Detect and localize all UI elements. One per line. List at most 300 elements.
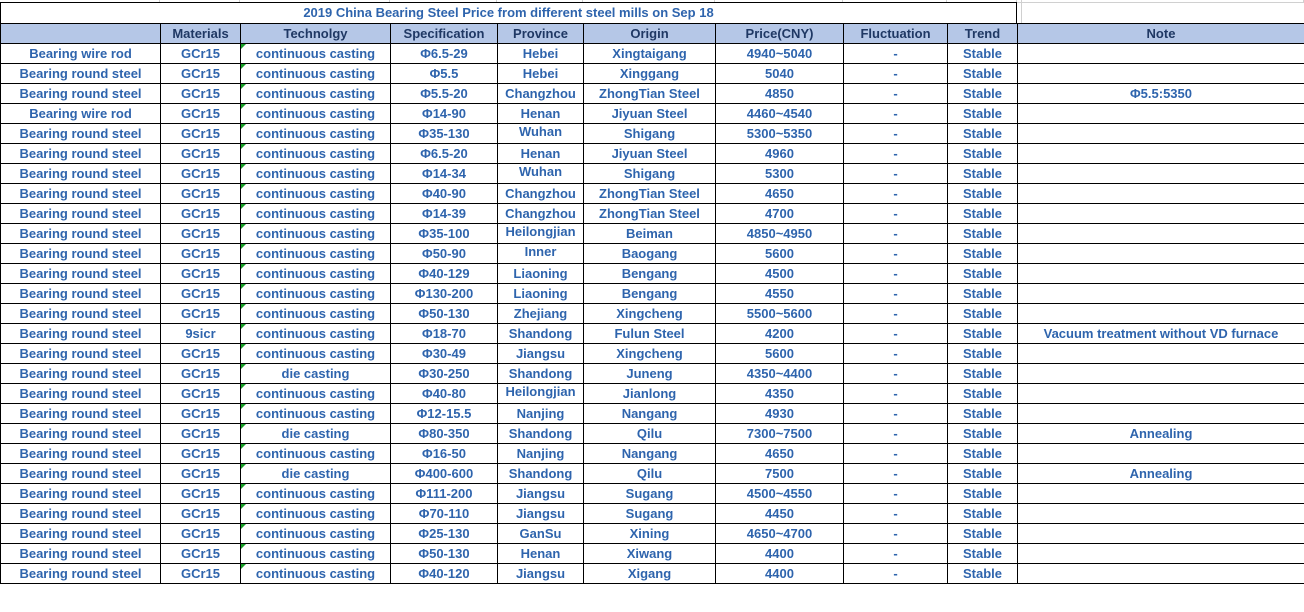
table-cell[interactable]: Hebei <box>498 44 584 64</box>
table-cell[interactable]: GCr15 <box>161 544 241 564</box>
table-cell[interactable]: Stable <box>948 464 1018 484</box>
table-row <box>1 384 1304 404</box>
table-cell[interactable]: Bearing round steel <box>1 484 161 504</box>
table-cell[interactable]: Jiyuan Steel <box>584 104 716 124</box>
table-row <box>1 564 1304 584</box>
table-cell[interactable]: Φ16-50 <box>391 444 498 464</box>
table-cell[interactable]: Qilu <box>584 464 716 484</box>
table-cell[interactable]: GCr15 <box>161 444 241 464</box>
table-cell[interactable]: Bearing round steel <box>1 464 161 484</box>
table-cell[interactable]: Bearing round steel <box>1 164 161 184</box>
table-cell[interactable]: die casting <box>241 424 391 444</box>
table-cell[interactable]: Φ50-90 <box>391 244 498 264</box>
table-cell[interactable]: Φ35-130 <box>391 124 498 144</box>
header-row <box>1 24 1304 44</box>
table-cell[interactable]: Φ14-90 <box>391 104 498 124</box>
table-cell[interactable]: - <box>844 304 948 324</box>
table-cell[interactable]: - <box>844 524 948 544</box>
table-cell[interactable]: continuous casting <box>241 124 391 144</box>
table-cell[interactable]: GCr15 <box>161 424 241 444</box>
table-cell[interactable]: Shandong <box>498 324 584 344</box>
table-cell[interactable]: - <box>844 384 948 404</box>
table-cell[interactable]: Φ40-90 <box>391 184 498 204</box>
table-row <box>1 344 1304 364</box>
table-cell[interactable]: 4930 <box>716 404 844 424</box>
table-cell[interactable]: - <box>844 64 948 84</box>
table-cell[interactable]: - <box>844 224 948 244</box>
table-cell[interactable]: Stable <box>948 444 1018 464</box>
table-cell[interactable]: Stable <box>948 324 1018 344</box>
table-cell[interactable]: Bearing round steel <box>1 284 161 304</box>
table-cell[interactable]: - <box>844 124 948 144</box>
table-cell[interactable]: 4650 <box>716 184 844 204</box>
table-cell[interactable]: GCr15 <box>161 204 241 224</box>
table-cell[interactable]: GCr15 <box>161 184 241 204</box>
table-cell[interactable]: Stable <box>948 484 1018 504</box>
error-indicator-icon <box>241 204 246 209</box>
table-cell[interactable] <box>1018 244 1304 264</box>
table-cell[interactable]: continuous casting <box>241 84 391 104</box>
table-cell[interactable]: - <box>844 464 948 484</box>
table-cell[interactable] <box>1018 564 1304 584</box>
table-cell[interactable]: Xingcheng <box>584 344 716 364</box>
table-cell[interactable]: Φ18-70 <box>391 324 498 344</box>
table-cell[interactable]: 4650~4700 <box>716 524 844 544</box>
table-cell[interactable]: die casting <box>241 364 391 384</box>
table-cell[interactable] <box>1018 364 1304 384</box>
table-cell[interactable] <box>1018 124 1304 144</box>
table-cell[interactable]: GCr15 <box>161 304 241 324</box>
table-cell[interactable]: Wuhan <box>498 124 584 144</box>
table-cell[interactable]: Stable <box>948 384 1018 404</box>
table-cell[interactable]: - <box>844 84 948 104</box>
table-cell[interactable]: Stable <box>948 524 1018 544</box>
table-row <box>1 204 1304 224</box>
table-cell[interactable]: Annealing <box>1018 464 1304 484</box>
table-row <box>1 444 1304 464</box>
price-table <box>0 23 1304 584</box>
table-cell[interactable]: Xingtaigang <box>584 44 716 64</box>
table-cell[interactable]: - <box>844 44 948 64</box>
table-cell[interactable]: Shigang <box>584 164 716 184</box>
table-cell[interactable]: - <box>844 564 948 584</box>
table-cell[interactable]: Changzhou <box>498 204 584 224</box>
table-cell[interactable]: Bengang <box>584 284 716 304</box>
table-cell[interactable]: Stable <box>948 244 1018 264</box>
table-cell[interactable]: 4350~4400 <box>716 364 844 384</box>
table-cell[interactable]: Bearing round steel <box>1 444 161 464</box>
table-cell[interactable]: continuous casting <box>241 44 391 64</box>
table-cell[interactable]: - <box>844 264 948 284</box>
table-cell[interactable]: Annealing <box>1018 424 1304 444</box>
table-row <box>1 544 1304 564</box>
table-cell[interactable]: Stable <box>948 124 1018 144</box>
table-cell[interactable]: - <box>844 104 948 124</box>
table-cell[interactable]: GCr15 <box>161 564 241 584</box>
table-cell[interactable]: Qilu <box>584 424 716 444</box>
table-cell[interactable]: Shandong <box>498 464 584 484</box>
table-cell[interactable]: - <box>844 324 948 344</box>
table-row <box>1 44 1304 64</box>
table-cell[interactable]: Henan <box>498 144 584 164</box>
table-cell[interactable]: 4700 <box>716 204 844 224</box>
table-cell[interactable]: Φ70-110 <box>391 504 498 524</box>
column-header-fluctuation[interactable]: Fluctuation <box>844 24 948 44</box>
table-cell[interactable]: continuous casting <box>241 504 391 524</box>
table-cell[interactable]: continuous casting <box>241 144 391 164</box>
error-indicator-icon <box>241 324 246 329</box>
table-cell[interactable]: Bearing wire rod <box>1 104 161 124</box>
table-cell[interactable]: GCr15 <box>161 164 241 184</box>
table-cell[interactable]: 4500 <box>716 264 844 284</box>
table-cell[interactable]: - <box>844 364 948 384</box>
error-indicator-icon <box>241 424 246 429</box>
table-cell[interactable] <box>1018 284 1304 304</box>
table-cell[interactable]: Shigang <box>584 124 716 144</box>
table-cell[interactable]: Stable <box>948 404 1018 424</box>
table-cell[interactable] <box>1018 64 1304 84</box>
table-cell[interactable]: Stable <box>948 224 1018 244</box>
table-cell[interactable]: Stable <box>948 184 1018 204</box>
table-cell[interactable]: continuous casting <box>241 544 391 564</box>
table-row <box>1 504 1304 524</box>
table-cell[interactable] <box>1018 44 1304 64</box>
table-cell[interactable] <box>1018 304 1304 324</box>
table-cell[interactable]: continuous casting <box>241 564 391 584</box>
table-cell[interactable] <box>1018 404 1304 424</box>
table-cell[interactable]: GanSu <box>498 524 584 544</box>
table-cell[interactable]: Stable <box>948 64 1018 84</box>
table-cell[interactable]: die casting <box>241 464 391 484</box>
table-cell[interactable]: 5300 <box>716 164 844 184</box>
table-cell[interactable] <box>1018 144 1304 164</box>
table-cell[interactable]: Φ30-49 <box>391 344 498 364</box>
table-cell[interactable]: Φ111-200 <box>391 484 498 504</box>
column-header-origin[interactable]: Origin <box>584 24 716 44</box>
table-cell[interactable]: Jiangsu <box>498 484 584 504</box>
table-cell[interactable] <box>1018 384 1304 404</box>
table-cell[interactable]: - <box>844 164 948 184</box>
table-cell[interactable]: 5600 <box>716 344 844 364</box>
table-cell[interactable]: continuous casting <box>241 64 391 84</box>
table-cell[interactable]: Φ5.5:5350 <box>1018 84 1304 104</box>
table-cell[interactable]: Bearing round steel <box>1 304 161 324</box>
table-cell[interactable]: Nanjing <box>498 404 584 424</box>
table-cell[interactable] <box>1018 204 1304 224</box>
table-cell[interactable]: Changzhou <box>498 84 584 104</box>
table-cell[interactable]: Bearing round steel <box>1 404 161 424</box>
table-cell[interactable]: Bearing round steel <box>1 384 161 404</box>
column-header-blank[interactable] <box>1 24 161 44</box>
table-cell[interactable]: Sugang <box>584 504 716 524</box>
table-cell[interactable]: ZhongTian Steel <box>584 184 716 204</box>
table-cell[interactable]: continuous casting <box>241 244 391 264</box>
table-cell[interactable]: Bengang <box>584 264 716 284</box>
table-cell[interactable]: Heilongjian <box>498 224 584 244</box>
table-cell[interactable]: Bearing round steel <box>1 264 161 284</box>
table-row <box>1 244 1304 264</box>
table-cell[interactable]: - <box>844 444 948 464</box>
table-cell[interactable]: Stable <box>948 544 1018 564</box>
table-cell[interactable]: Hebei <box>498 64 584 84</box>
table-title-cell[interactable]: 2019 China Bearing Steel Price from different steel mills on Sep 18 <box>0 2 1017 24</box>
column-header-specification[interactable]: Specification <box>391 24 498 44</box>
table-cell[interactable]: - <box>844 504 948 524</box>
table-cell[interactable]: GCr15 <box>161 144 241 164</box>
table-cell[interactable]: continuous casting <box>241 204 391 224</box>
table-cell[interactable]: Wuhan <box>498 164 584 184</box>
table-cell[interactable]: - <box>844 484 948 504</box>
table-cell[interactable]: 4400 <box>716 564 844 584</box>
table-cell[interactable]: GCr15 <box>161 284 241 304</box>
table-cell[interactable]: continuous casting <box>241 264 391 284</box>
table-cell[interactable]: Bearing round steel <box>1 564 161 584</box>
table-cell[interactable]: continuous casting <box>241 404 391 424</box>
table-cell[interactable] <box>1018 104 1304 124</box>
table-cell[interactable]: Bearing round steel <box>1 344 161 364</box>
table-cell[interactable]: Φ40-129 <box>391 264 498 284</box>
table-cell[interactable]: Stable <box>948 264 1018 284</box>
table-cell[interactable]: Bearing round steel <box>1 124 161 144</box>
table-cell[interactable]: Φ50-130 <box>391 304 498 324</box>
table-cell[interactable]: Jiangsu <box>498 564 584 584</box>
table-cell[interactable]: - <box>844 344 948 364</box>
table-cell[interactable]: Bearing round steel <box>1 544 161 564</box>
table-cell[interactable]: GCr15 <box>161 84 241 104</box>
table-cell[interactable]: 5600 <box>716 244 844 264</box>
table-cell[interactable]: GCr15 <box>161 224 241 244</box>
table-cell[interactable]: Jianlong <box>584 384 716 404</box>
table-cell[interactable] <box>1018 224 1304 244</box>
table-cell[interactable]: Bearing round steel <box>1 504 161 524</box>
table-cell[interactable]: Beiman <box>584 224 716 244</box>
table-cell[interactable]: Φ35-100 <box>391 224 498 244</box>
table-cell[interactable]: Stable <box>948 204 1018 224</box>
table-cell[interactable]: - <box>844 284 948 304</box>
table-cell[interactable] <box>1018 344 1304 364</box>
table-cell[interactable]: GCr15 <box>161 464 241 484</box>
table-cell[interactable]: continuous casting <box>241 384 391 404</box>
table-cell[interactable]: 4350 <box>716 384 844 404</box>
table-cell[interactable]: Φ50-130 <box>391 544 498 564</box>
table-cell[interactable]: 4450 <box>716 504 844 524</box>
table-cell[interactable]: Stable <box>948 364 1018 384</box>
table-cell[interactable]: Φ25-130 <box>391 524 498 544</box>
table-cell[interactable]: Jiangsu <box>498 504 584 524</box>
table-cell[interactable]: ZhongTian Steel <box>584 84 716 104</box>
table-cell[interactable]: 4460~4540 <box>716 104 844 124</box>
table-cell[interactable] <box>1018 264 1304 284</box>
table-cell[interactable]: Sugang <box>584 484 716 504</box>
table-cell[interactable]: GCr15 <box>161 44 241 64</box>
table-cell[interactable]: Stable <box>948 164 1018 184</box>
table-cell[interactable]: GCr15 <box>161 104 241 124</box>
table-cell[interactable]: Nangang <box>584 444 716 464</box>
table-cell[interactable]: Stable <box>948 424 1018 444</box>
table-cell[interactable]: Xinggang <box>584 64 716 84</box>
table-cell[interactable]: Xining <box>584 524 716 544</box>
table-cell[interactable]: Φ40-120 <box>391 564 498 584</box>
column-header-technolgy[interactable]: Technolgy <box>241 24 391 44</box>
table-cell[interactable]: 4500~4550 <box>716 484 844 504</box>
table-cell[interactable]: 4960 <box>716 144 844 164</box>
table-cell[interactable]: - <box>844 144 948 164</box>
table-cell[interactable]: Jiyuan Steel <box>584 144 716 164</box>
table-cell[interactable]: - <box>844 544 948 564</box>
column-header-province[interactable]: Province <box>498 24 584 44</box>
table-cell[interactable] <box>1018 544 1304 564</box>
table-cell[interactable]: GCr15 <box>161 64 241 84</box>
table-cell[interactable]: Φ12-15.5 <box>391 404 498 424</box>
table-cell[interactable]: continuous casting <box>241 484 391 504</box>
table-cell[interactable]: 4850 <box>716 84 844 104</box>
table-cell[interactable]: Stable <box>948 144 1018 164</box>
table-cell[interactable]: 5500~5600 <box>716 304 844 324</box>
table-cell[interactable]: 4650 <box>716 444 844 464</box>
table-cell[interactable]: - <box>844 184 948 204</box>
table-cell[interactable]: Bearing round steel <box>1 144 161 164</box>
table-cell[interactable]: Φ5.5 <box>391 64 498 84</box>
table-cell[interactable]: continuous casting <box>241 344 391 364</box>
table-cell[interactable]: Baogang <box>584 244 716 264</box>
table-cell[interactable]: Vacuum treatment without VD furnace <box>1018 324 1304 344</box>
table-cell[interactable]: 4940~5040 <box>716 44 844 64</box>
column-header-note[interactable]: Note <box>1018 24 1304 44</box>
table-cell[interactable]: Stable <box>948 84 1018 104</box>
table-cell[interactable]: Xingcheng <box>584 304 716 324</box>
table-cell[interactable]: continuous casting <box>241 164 391 184</box>
error-indicator-icon <box>241 304 246 309</box>
table-cell[interactable]: Henan <box>498 104 584 124</box>
table-cell[interactable]: 7500 <box>716 464 844 484</box>
table-cell[interactable]: 4400 <box>716 544 844 564</box>
error-indicator-icon <box>241 484 246 489</box>
table-cell[interactable]: Nanjing <box>498 444 584 464</box>
table-cell[interactable]: Jiangsu <box>498 344 584 364</box>
table-cell[interactable]: continuous casting <box>241 284 391 304</box>
table-cell[interactable]: Shandong <box>498 424 584 444</box>
table-cell[interactable]: Bearing round steel <box>1 524 161 544</box>
table-cell[interactable]: Changzhou <box>498 184 584 204</box>
table-cell[interactable]: 4850~4950 <box>716 224 844 244</box>
table-cell[interactable]: - <box>844 424 948 444</box>
table-cell[interactable]: Φ5.5-20 <box>391 84 498 104</box>
table-cell[interactable]: Stable <box>948 284 1018 304</box>
table-cell[interactable]: Bearing round steel <box>1 244 161 264</box>
table-cell[interactable]: Bearing round steel <box>1 424 161 444</box>
table-cell[interactable]: Bearing round steel <box>1 324 161 344</box>
table-cell[interactable]: Fulun Steel <box>584 324 716 344</box>
table-cell[interactable]: Bearing wire rod <box>1 44 161 64</box>
table-cell[interactable]: 9sicr <box>161 324 241 344</box>
table-cell[interactable]: GCr15 <box>161 404 241 424</box>
table-cell[interactable]: continuous casting <box>241 524 391 544</box>
table-cell[interactable]: continuous casting <box>241 304 391 324</box>
table-row <box>1 84 1304 104</box>
table-cell[interactable] <box>1018 504 1304 524</box>
table-cell[interactable]: Inner <box>498 244 584 264</box>
table-cell[interactable]: GCr15 <box>161 524 241 544</box>
table-cell[interactable]: Zhejiang <box>498 304 584 324</box>
table-cell[interactable]: ZhongTian Steel <box>584 204 716 224</box>
table-cell[interactable]: GCr15 <box>161 384 241 404</box>
table-cell[interactable]: Φ400-600 <box>391 464 498 484</box>
table-cell[interactable]: Φ14-34 <box>391 164 498 184</box>
table-cell[interactable]: Φ130-200 <box>391 284 498 304</box>
table-cell[interactable]: GCr15 <box>161 264 241 284</box>
table-cell[interactable]: Stable <box>948 504 1018 524</box>
table-cell[interactable]: 5300~5350 <box>716 124 844 144</box>
table-cell[interactable]: Φ6.5-20 <box>391 144 498 164</box>
table-cell[interactable]: Xigang <box>584 564 716 584</box>
table-cell[interactable]: Φ80-350 <box>391 424 498 444</box>
column-header-materials[interactable]: Materials <box>161 24 241 44</box>
table-cell[interactable]: Liaoning <box>498 284 584 304</box>
table-cell[interactable]: Shandong <box>498 364 584 384</box>
column-header-trend[interactable]: Trend <box>948 24 1018 44</box>
table-cell[interactable]: Xiwang <box>584 544 716 564</box>
table-cell[interactable]: continuous casting <box>241 104 391 124</box>
table-cell[interactable]: - <box>844 244 948 264</box>
table-cell[interactable]: - <box>844 404 948 424</box>
table-cell[interactable]: 7300~7500 <box>716 424 844 444</box>
table-cell[interactable]: continuous casting <box>241 444 391 464</box>
table-cell[interactable]: Bearing round steel <box>1 64 161 84</box>
table-cell[interactable]: GCr15 <box>161 344 241 364</box>
table-cell[interactable]: Φ14-39 <box>391 204 498 224</box>
table-cell[interactable]: Bearing round steel <box>1 224 161 244</box>
table-cell[interactable]: Bearing round steel <box>1 204 161 224</box>
table-cell[interactable]: Stable <box>948 104 1018 124</box>
table-cell[interactable]: 5040 <box>716 64 844 84</box>
table-cell[interactable]: GCr15 <box>161 504 241 524</box>
table-cell[interactable]: 4550 <box>716 284 844 304</box>
table-cell[interactable]: continuous casting <box>241 324 391 344</box>
table-cell[interactable]: 4200 <box>716 324 844 344</box>
table-cell[interactable]: Liaoning <box>498 264 584 284</box>
table-cell[interactable]: Stable <box>948 344 1018 364</box>
table-cell[interactable] <box>1018 164 1304 184</box>
table-cell[interactable]: Heilongjian <box>498 384 584 404</box>
table-cell[interactable]: Henan <box>498 544 584 564</box>
table-cell[interactable] <box>1018 444 1304 464</box>
table-cell[interactable]: Nangang <box>584 404 716 424</box>
table-cell[interactable] <box>1018 524 1304 544</box>
table-cell[interactable]: Juneng <box>584 364 716 384</box>
table-cell[interactable]: Φ30-250 <box>391 364 498 384</box>
table-cell[interactable]: Stable <box>948 564 1018 584</box>
column-header-price-cny-[interactable]: Price(CNY) <box>716 24 844 44</box>
table-cell[interactable]: GCr15 <box>161 124 241 144</box>
table-cell[interactable]: Φ6.5-29 <box>391 44 498 64</box>
table-cell[interactable]: Bearing round steel <box>1 84 161 104</box>
table-cell[interactable]: Stable <box>948 44 1018 64</box>
table-cell[interactable]: Bearing round steel <box>1 364 161 384</box>
table-cell[interactable] <box>1018 184 1304 204</box>
table-row <box>1 364 1304 384</box>
table-cell[interactable]: GCr15 <box>161 244 241 264</box>
table-cell[interactable]: continuous casting <box>241 184 391 204</box>
table-cell[interactable]: GCr15 <box>161 364 241 384</box>
error-indicator-icon <box>241 44 246 49</box>
table-cell[interactable]: GCr15 <box>161 484 241 504</box>
table-cell[interactable] <box>1018 484 1304 504</box>
table-cell[interactable]: - <box>844 204 948 224</box>
table-cell[interactable]: Bearing round steel <box>1 184 161 204</box>
table-cell[interactable]: Stable <box>948 304 1018 324</box>
table-cell[interactable]: continuous casting <box>241 224 391 244</box>
table-cell[interactable]: Φ40-80 <box>391 384 498 404</box>
